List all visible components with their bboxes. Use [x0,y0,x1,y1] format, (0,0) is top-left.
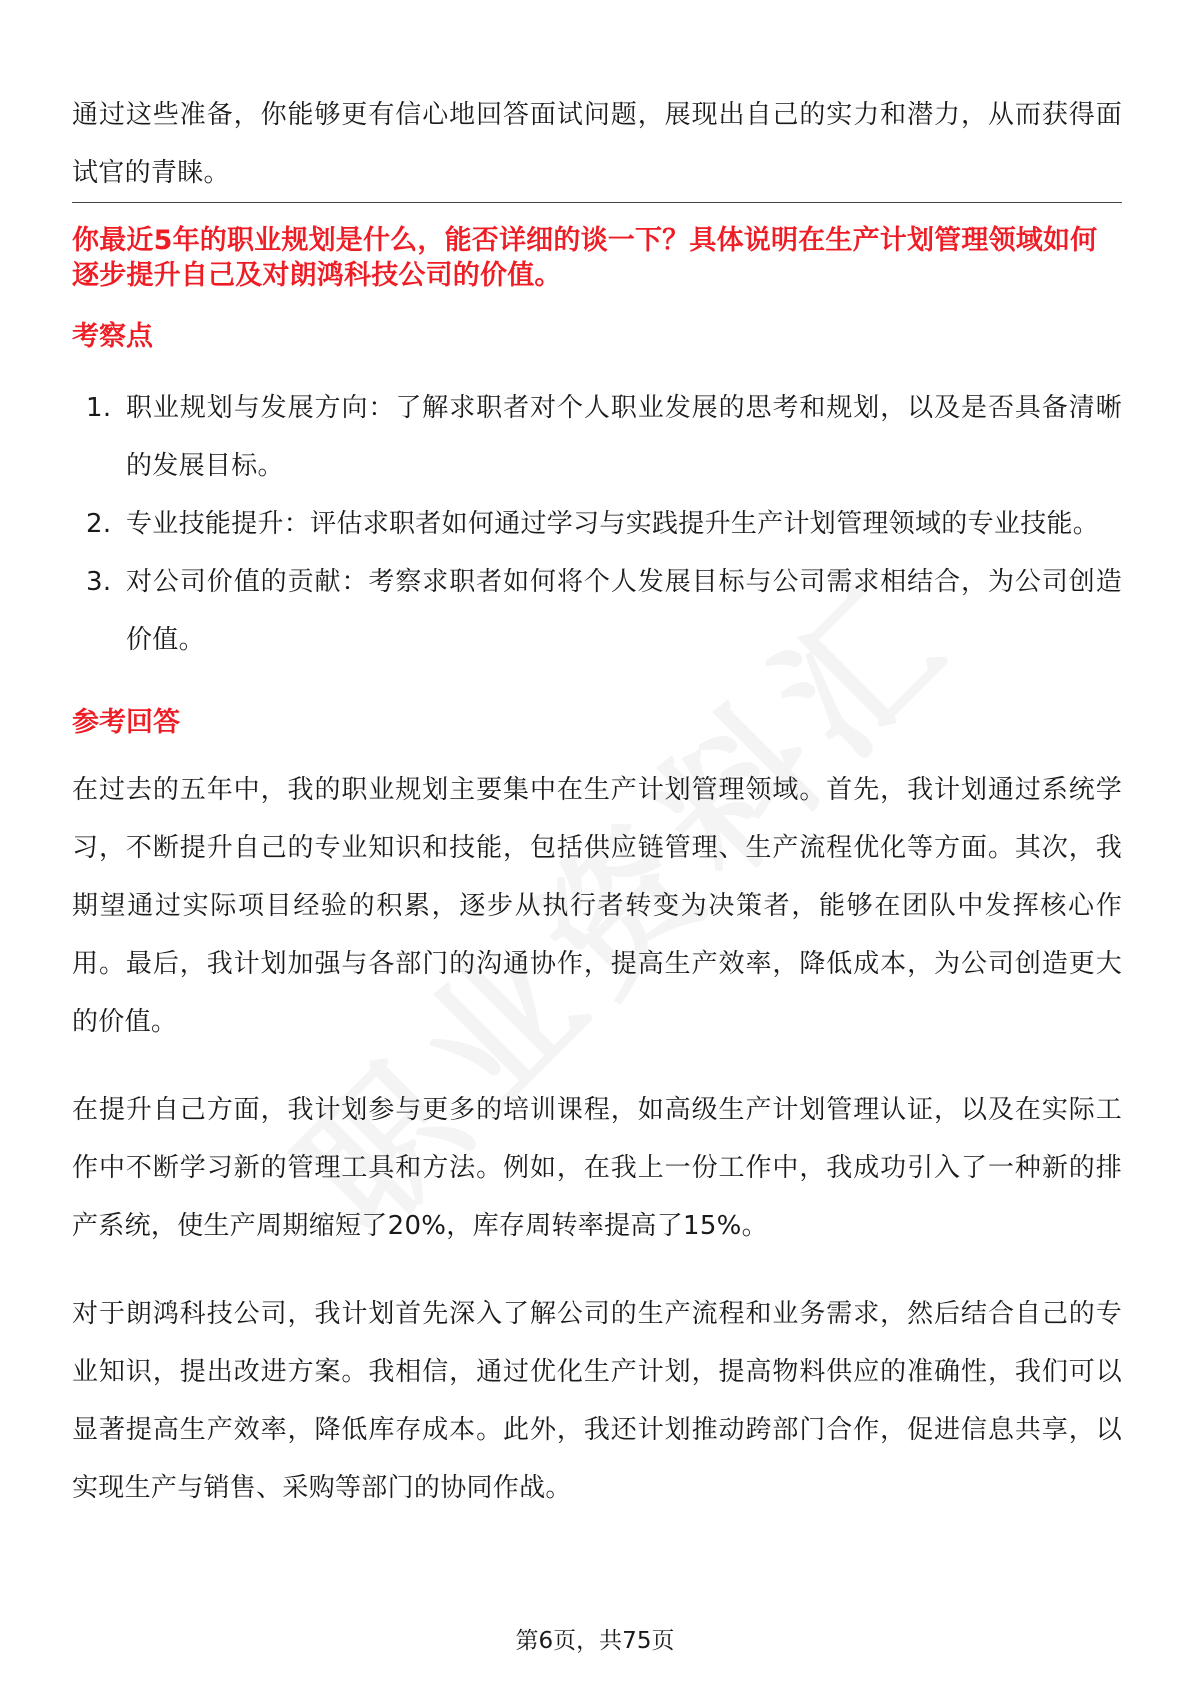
answer-heading: 参考回答 [72,707,180,738]
answer-paragraph: 对于朗鸿科技公司，我计划首先深入了解公司的生产流程和业务需求，然后结合自己的专业知识，提出改进方案。我相信，通过优化生产计划，提高物料供应的准确性，我们可以显著提高生产效率，降低库存成本。此外，我还计划推动跨部门合作，促进信息共享，以实现生产与销售、采购等部门的协同作战。 [72,1299,1122,1503]
assessment-list [72,379,1122,669]
question-title: 你最近5年的职业规划是什么，能否详细的谈一下？具体说明在生产计划管理领域如何逐步提升自己及对朗鸿科技公司的价值。 [72,225,1098,291]
assessment-item [72,495,1122,553]
answer-paragraph: 在过去的五年中，我的职业规划主要集中在生产计划管理领域。首先，我计划通过系统学习，不断提升自己的专业知识和技能，包括供应链管理、生产流程优化等方面。其次，我期望通过实际项目经验的积累，逐步从执行者转变为决策者，能够在团队中发挥核心作用。最后，我计划加强与各部门的沟通协作，提高生产效率，降低成本，为公司创造更大的价值。 [72,775,1122,1037]
assessment-item-text: 职业规划与发展方向：了解求职者对个人职业发展的思考和规划，以及是否具备清晰的发展目标。 [126,393,1122,481]
assessment-item [72,379,1122,495]
assessment-item-text: 对公司价值的贡献：考察求职者如何将个人发展目标与公司需求相结合，为公司创造价值。 [126,567,1122,655]
assessment-item-number: 2. [86,509,112,539]
answer-body [72,761,1122,1517]
assessment-item-text: 专业技能提升：评估求职者如何通过学习与实践提升生产计划管理领域的专业技能。 [126,509,1100,539]
assessment-heading: 考察点 [72,321,153,352]
section-divider [72,202,1122,203]
assessment-item [72,553,1122,669]
answer-paragraph: 在提升自己方面，我计划参与更多的培训课程，如高级生产计划管理认证，以及在实际工作中不断学习新的管理工具和方法。例如，在我上一份工作中，我成功引入了一种新的排产系统，使生产周期缩短了20%，库存周转率提高了15%。 [72,1095,1122,1241]
page-number-footer: 第6页，共75页 [515,1628,675,1654]
assessment-item-number: 1. [86,393,112,423]
page-content [72,86,1122,1547]
assessment-item-number: 3. [86,567,112,597]
intro-paragraph: 通过这些准备，你能够更有信心地回答面试问题，展现出自己的实力和潜力，从而获得面试官的青睐。 [72,100,1122,188]
